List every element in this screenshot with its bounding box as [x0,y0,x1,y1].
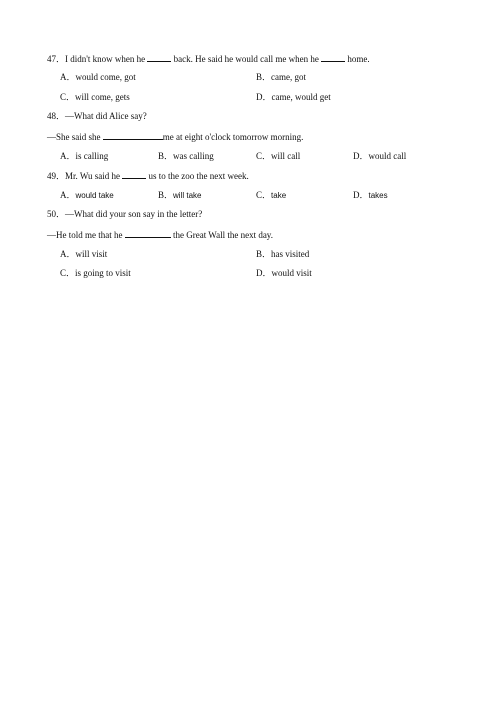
question-47-stem [47,52,370,65]
option-d[interactable] [256,267,312,279]
option-letter: D． [353,190,369,200]
option-text: will call [271,151,301,161]
question-text: —What did Alice say? [65,111,147,121]
option-b[interactable] [158,189,201,202]
option-text: came, got [271,72,307,82]
option-letter: C． [60,268,76,278]
question-48-prompt [47,110,147,122]
option-d[interactable] [353,150,406,162]
question-text: —What did your son say in the letter? [65,209,203,219]
question-text: us to the zoo the next week. [146,171,249,181]
option-text: will visit [75,249,108,259]
option-b[interactable] [256,71,306,83]
option-a[interactable] [60,150,108,162]
question-49-stem [47,169,249,182]
question-48-stem [47,130,303,143]
option-text: take [271,191,287,200]
option-text: came, would get [271,92,331,102]
option-letter: A． [60,249,76,259]
option-letter: D． [353,151,369,161]
option-text: will take [173,191,202,200]
answer-blank [122,169,146,179]
option-text: is going to visit [75,268,131,278]
question-text: back. He said he would call me when he [171,54,322,64]
option-letter: A． [60,72,76,82]
option-letter: D． [256,268,272,278]
question-text: Mr. Wu said he [65,171,123,181]
option-c[interactable] [60,267,131,279]
question-text: me at eight o'clock tomorrow morning. [162,132,304,142]
option-c[interactable] [256,150,300,162]
option-c[interactable] [256,189,286,202]
question-number: 50． [47,209,66,219]
option-letter: B． [256,249,272,259]
question-text: —She said she [47,132,103,142]
answer-blank [103,130,163,140]
question-text: home. [345,54,370,64]
option-letter: B． [158,190,174,200]
option-b[interactable] [256,248,309,260]
option-d[interactable] [256,91,331,103]
option-text: has visited [271,249,310,259]
question-number: 47． [47,54,66,64]
question-50-stem [47,228,273,241]
question-text: —He told me that he [47,230,125,240]
answer-blank [125,228,171,238]
option-text: would call [368,151,407,161]
answer-blank [147,52,171,62]
option-letter: A． [60,190,76,200]
answer-blank [321,52,345,62]
option-text: takes [368,191,388,200]
option-letter: B． [256,72,272,82]
option-text: is calling [75,151,109,161]
option-text: would visit [271,268,312,278]
question-number: 49． [47,171,66,181]
option-letter: C． [256,190,272,200]
option-a[interactable] [60,248,107,260]
option-text: was calling [173,151,214,161]
option-text: would take [75,191,114,200]
question-text: I didn't know when he [65,54,148,64]
option-c[interactable] [60,91,130,103]
option-a[interactable] [60,71,136,83]
question-number: 48． [47,111,66,121]
option-d[interactable] [353,189,388,202]
option-letter: D． [256,92,272,102]
option-text: would come, got [75,72,136,82]
option-letter: C． [256,151,272,161]
option-b[interactable] [158,150,214,162]
option-letter: C． [60,92,76,102]
option-text: will come, gets [75,92,130,102]
option-letter: B． [158,151,174,161]
option-letter: A． [60,151,76,161]
question-text: the Great Wall the next day. [170,230,273,240]
question-50-prompt [47,208,202,220]
option-a[interactable] [60,189,114,202]
